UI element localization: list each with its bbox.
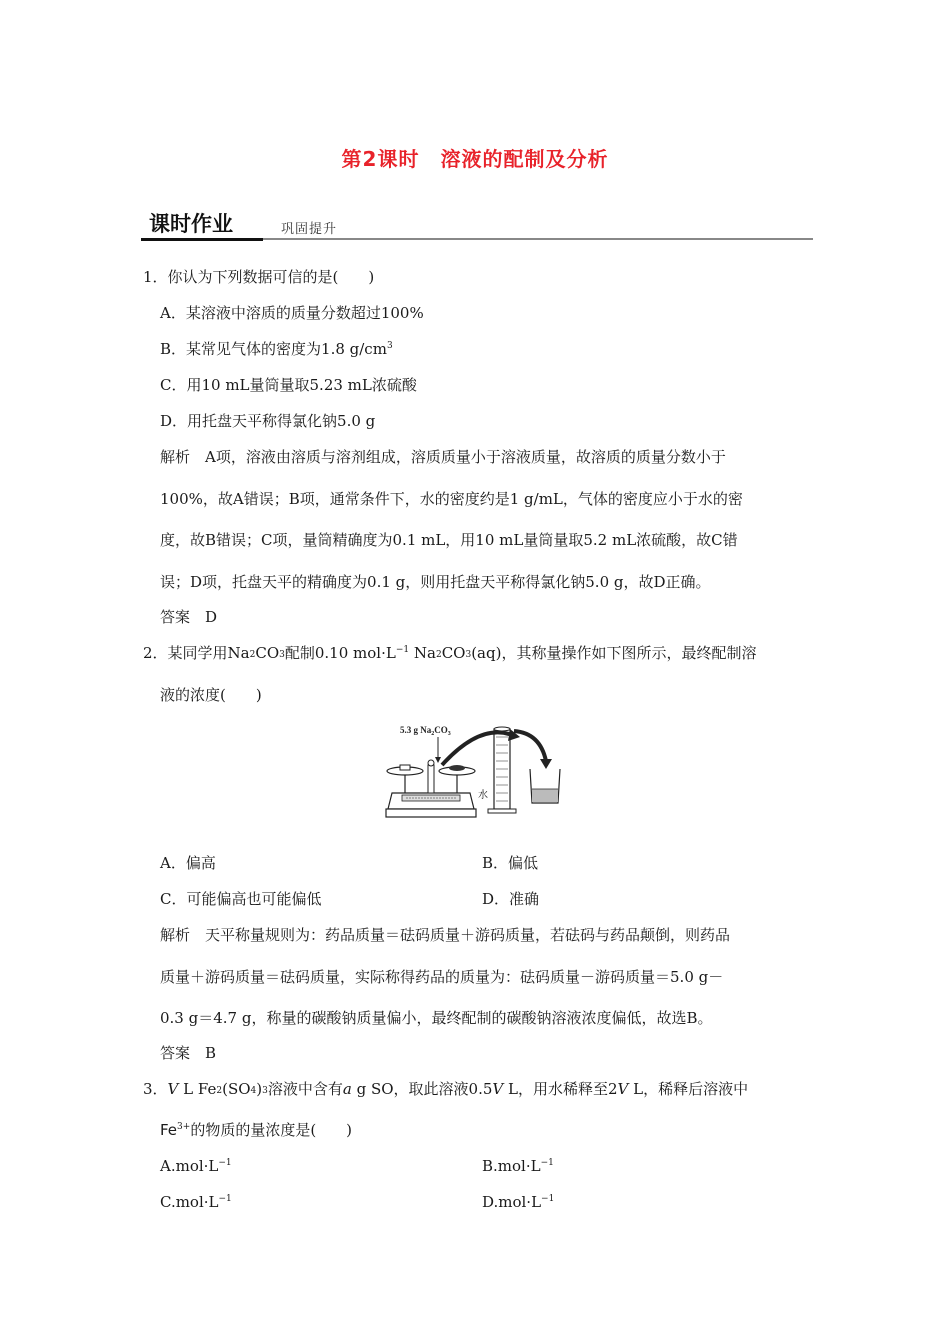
q1-option-b: B．某常见气体的密度为1.8 $g/cm^3$ <box>160 340 393 358</box>
section-subtitle: 巩固提升 <box>281 222 338 237</box>
q3-option-d: $D.mol\cdot L^{-1}$ <box>482 1193 555 1211</box>
q2-stem: 2．某同学用$Na_2CO_3$配制0.10 $mol\cdot L^{-1}$ $Na_2CO_3(aq)$，其称量操作如下图所示，最终配制溶 <box>143 644 757 662</box>
q2-explanation-line-2: 质量＋游码质量＝砝码质量，实际称得药品的质量为：砝码质量－游码质量＝5.0 g－ <box>160 968 724 986</box>
q1-option-c: C．用10 mL量筒量取5.23 mL浓硫酸 <box>160 376 417 394</box>
q3-stem: 3．V L $Fe_2(SO_4)_3$溶液中含有a g SO，取此溶液0.5V L，用水稀释至2V L，稀释后溶液中 <box>143 1080 749 1098</box>
q2-option-b: B．偏低 <box>482 854 539 872</box>
q2-stem-line-2: 液的浓度( ) <box>160 686 262 704</box>
svg-text:5.3 g Na2CO3: 5.3 g $Na_2CO_3$ <box>400 725 451 737</box>
q1-explanation-line-4: 误；D项，托盘天平的精确度为0.1 g，则用托盘天平称得氯化钠5.0 g，故D正确。 <box>160 573 711 591</box>
q2-explanation-line-1: 解析 天平称量规则为：药品质量＝砝码质量＋游码质量，若砝码与药品颠倒，则药品 <box>160 926 731 944</box>
svg-text:水: 水 <box>478 790 488 801</box>
q3-option-a: $A.mol\cdot L^{-1}$ <box>160 1157 232 1175</box>
q1-stem: 1．你认为下列数据可信的是( ) <box>143 268 375 286</box>
q2-option-c: C．可能偏高也可能偏低 <box>160 890 322 908</box>
balance-figure <box>380 721 580 827</box>
section-rule-light <box>263 238 813 240</box>
section-label: 课时作业 <box>149 212 233 236</box>
q2-explanation-line-3: 0.3 g＝4.7 g，称量的碳酸钠质量偏小，最终配制的碳酸钠溶液浓度偏低，故选B。 <box>160 1009 713 1027</box>
q2-option-a: A．偏高 <box>160 854 216 872</box>
q3-option-b: $B.mol\cdot L^{-1}$ <box>482 1157 554 1175</box>
q3-stem-line-2: $Fe^{3+}$的物质的量浓度是( ) <box>160 1121 353 1139</box>
q1-explanation-line-2: 100%，故A错误；B项，通常条件下，水的密度约是1 g/mL，气体的密度应小于水的密 <box>160 490 743 508</box>
q1-answer: 答案 D <box>160 608 218 626</box>
q2-answer: 答案 B <box>160 1044 217 1062</box>
q2-option-d: D．准确 <box>482 890 540 908</box>
page-title: 第2课时 溶液的配制及分析 <box>341 147 609 171</box>
q1-explanation-line-3: 度，故B错误；C项，量筒精确度为0.1 mL，用10 mL量筒量取5.2 mL浓硫酸，故C错 <box>160 531 738 549</box>
section-header <box>141 208 813 240</box>
q1-option-d: D．用托盘天平称得氯化钠5.0 g <box>160 412 376 430</box>
section-rule-dark <box>141 238 263 241</box>
q1-option-a: A．某溶液中溶质的质量分数超过100% <box>160 304 424 322</box>
q3-option-c: $C.mol\cdot L^{-1}$ <box>160 1193 232 1211</box>
q1-explanation-line-1: 解析 A项，溶液由溶质与溶剂组成，溶质质量小于溶液质量，故溶质的质量分数小于 <box>160 448 726 466</box>
